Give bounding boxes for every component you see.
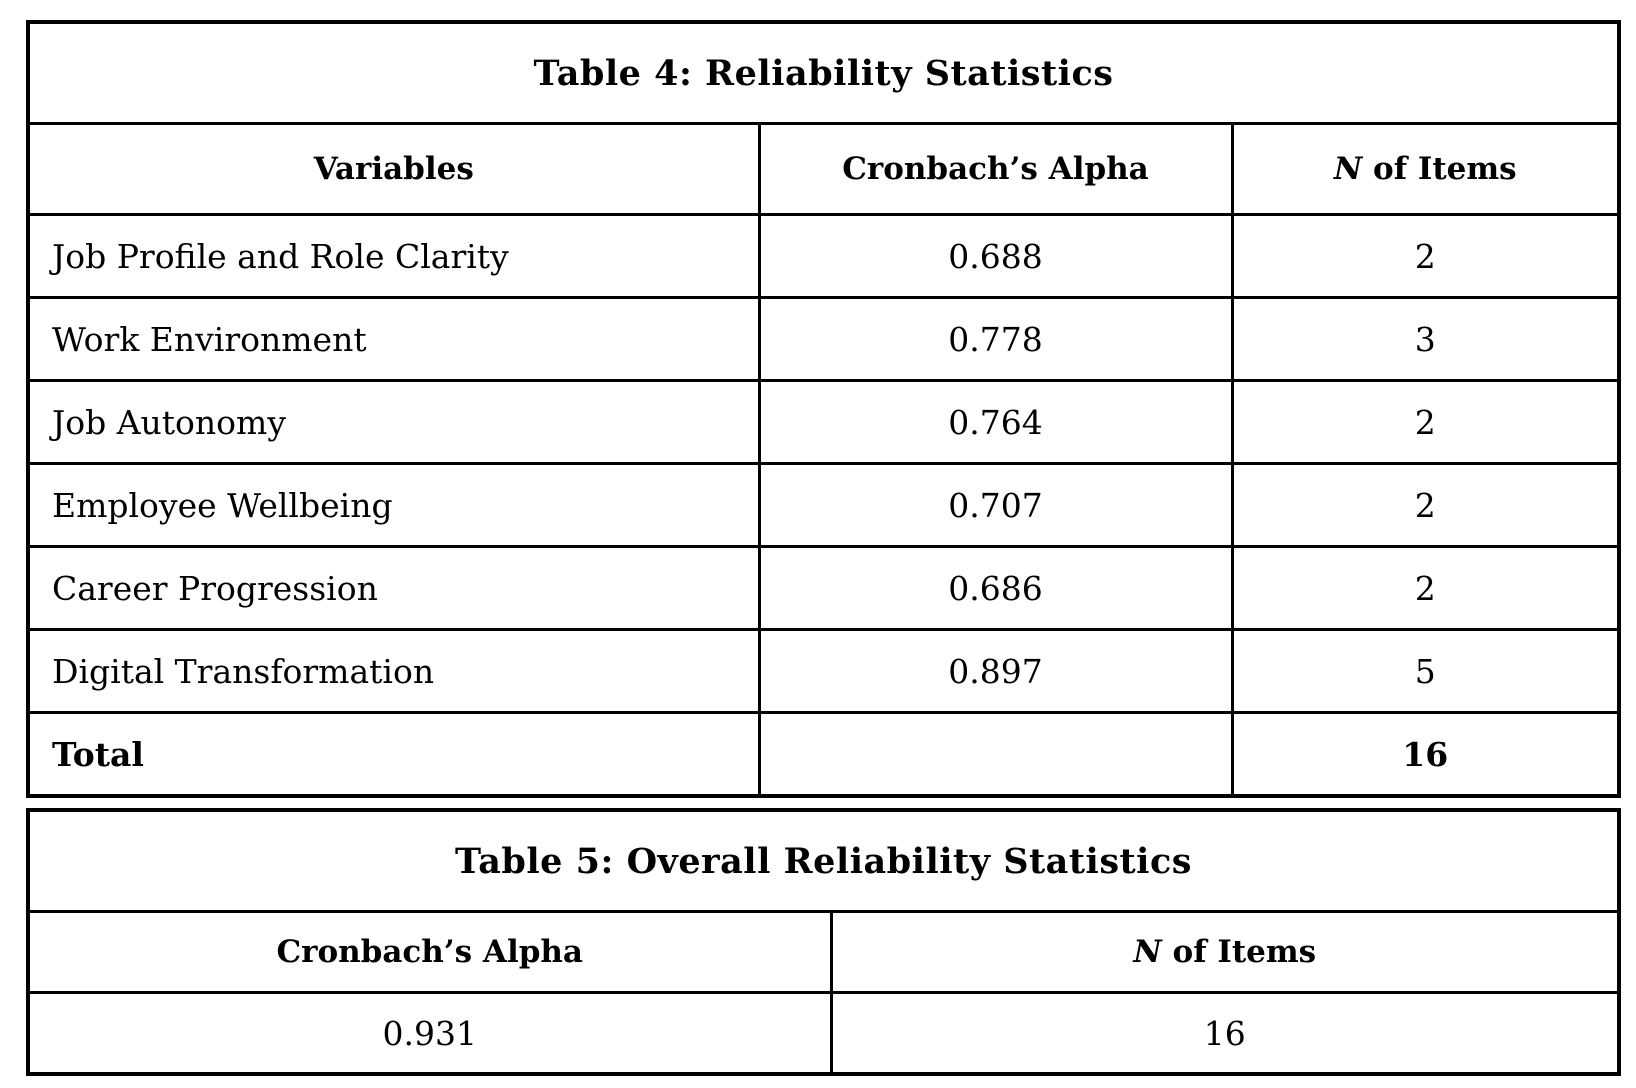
table5-header-cronbachs-alpha: Cronbach’s Alpha — [28, 912, 831, 993]
table-row — [28, 381, 1619, 464]
variable-cell: Job Profile and Role Clarity — [28, 215, 759, 298]
alpha-cell: 0.778 — [759, 298, 1232, 381]
n-of-items-rest-label: of Items — [1362, 151, 1517, 187]
alpha-cell: 0.897 — [759, 630, 1232, 713]
alpha-cell: 0.707 — [759, 464, 1232, 547]
n-italic-label: N — [1333, 151, 1363, 187]
table4-header-n-of-items — [1232, 124, 1619, 215]
table4-title: Table 4: Reliability Statistics — [28, 22, 1619, 124]
overall-n-items-cell: 16 — [831, 993, 1619, 1075]
n-items-cell: 2 — [1232, 464, 1619, 547]
total-alpha-cell — [759, 713, 1232, 797]
table5-header-n-of-items — [831, 912, 1619, 993]
total-row — [28, 713, 1619, 797]
variable-cell: Work Environment — [28, 298, 759, 381]
n-items-cell: 5 — [1232, 630, 1619, 713]
total-n-items-cell: 16 — [1232, 713, 1619, 797]
n-items-cell: 2 — [1232, 215, 1619, 298]
overall-reliability-statistics-table — [26, 808, 1621, 1076]
table-row — [28, 547, 1619, 630]
n-items-cell: 3 — [1232, 298, 1619, 381]
variable-cell: Job Autonomy — [28, 381, 759, 464]
overall-alpha-cell: 0.931 — [28, 993, 831, 1075]
alpha-cell: 0.764 — [759, 381, 1232, 464]
total-label-cell: Total — [28, 713, 759, 797]
reliability-statistics-table — [26, 20, 1621, 798]
n-italic-label: N — [1133, 934, 1162, 970]
table5-title-row — [28, 810, 1619, 912]
table-row — [28, 215, 1619, 298]
table4-title-row — [28, 22, 1619, 124]
n-of-items-rest-label: of Items — [1161, 934, 1317, 970]
table4-header-variables: Variables — [28, 124, 759, 215]
table-row — [28, 464, 1619, 547]
table4-header-cronbachs-alpha: Cronbach’s Alpha — [759, 124, 1232, 215]
variable-cell: Employee Wellbeing — [28, 464, 759, 547]
table4-header-row — [28, 124, 1619, 215]
variable-cell: Digital Transformation — [28, 630, 759, 713]
table-row — [28, 630, 1619, 713]
table5-header-row — [28, 912, 1619, 993]
n-items-cell: 2 — [1232, 381, 1619, 464]
table-row — [28, 298, 1619, 381]
table5-title: Table 5: Overall Reliability Statistics — [28, 810, 1619, 912]
alpha-cell: 0.688 — [759, 215, 1232, 298]
alpha-cell: 0.686 — [759, 547, 1232, 630]
variable-cell: Career Progression — [28, 547, 759, 630]
n-items-cell: 2 — [1232, 547, 1619, 630]
table-row — [28, 993, 1619, 1075]
